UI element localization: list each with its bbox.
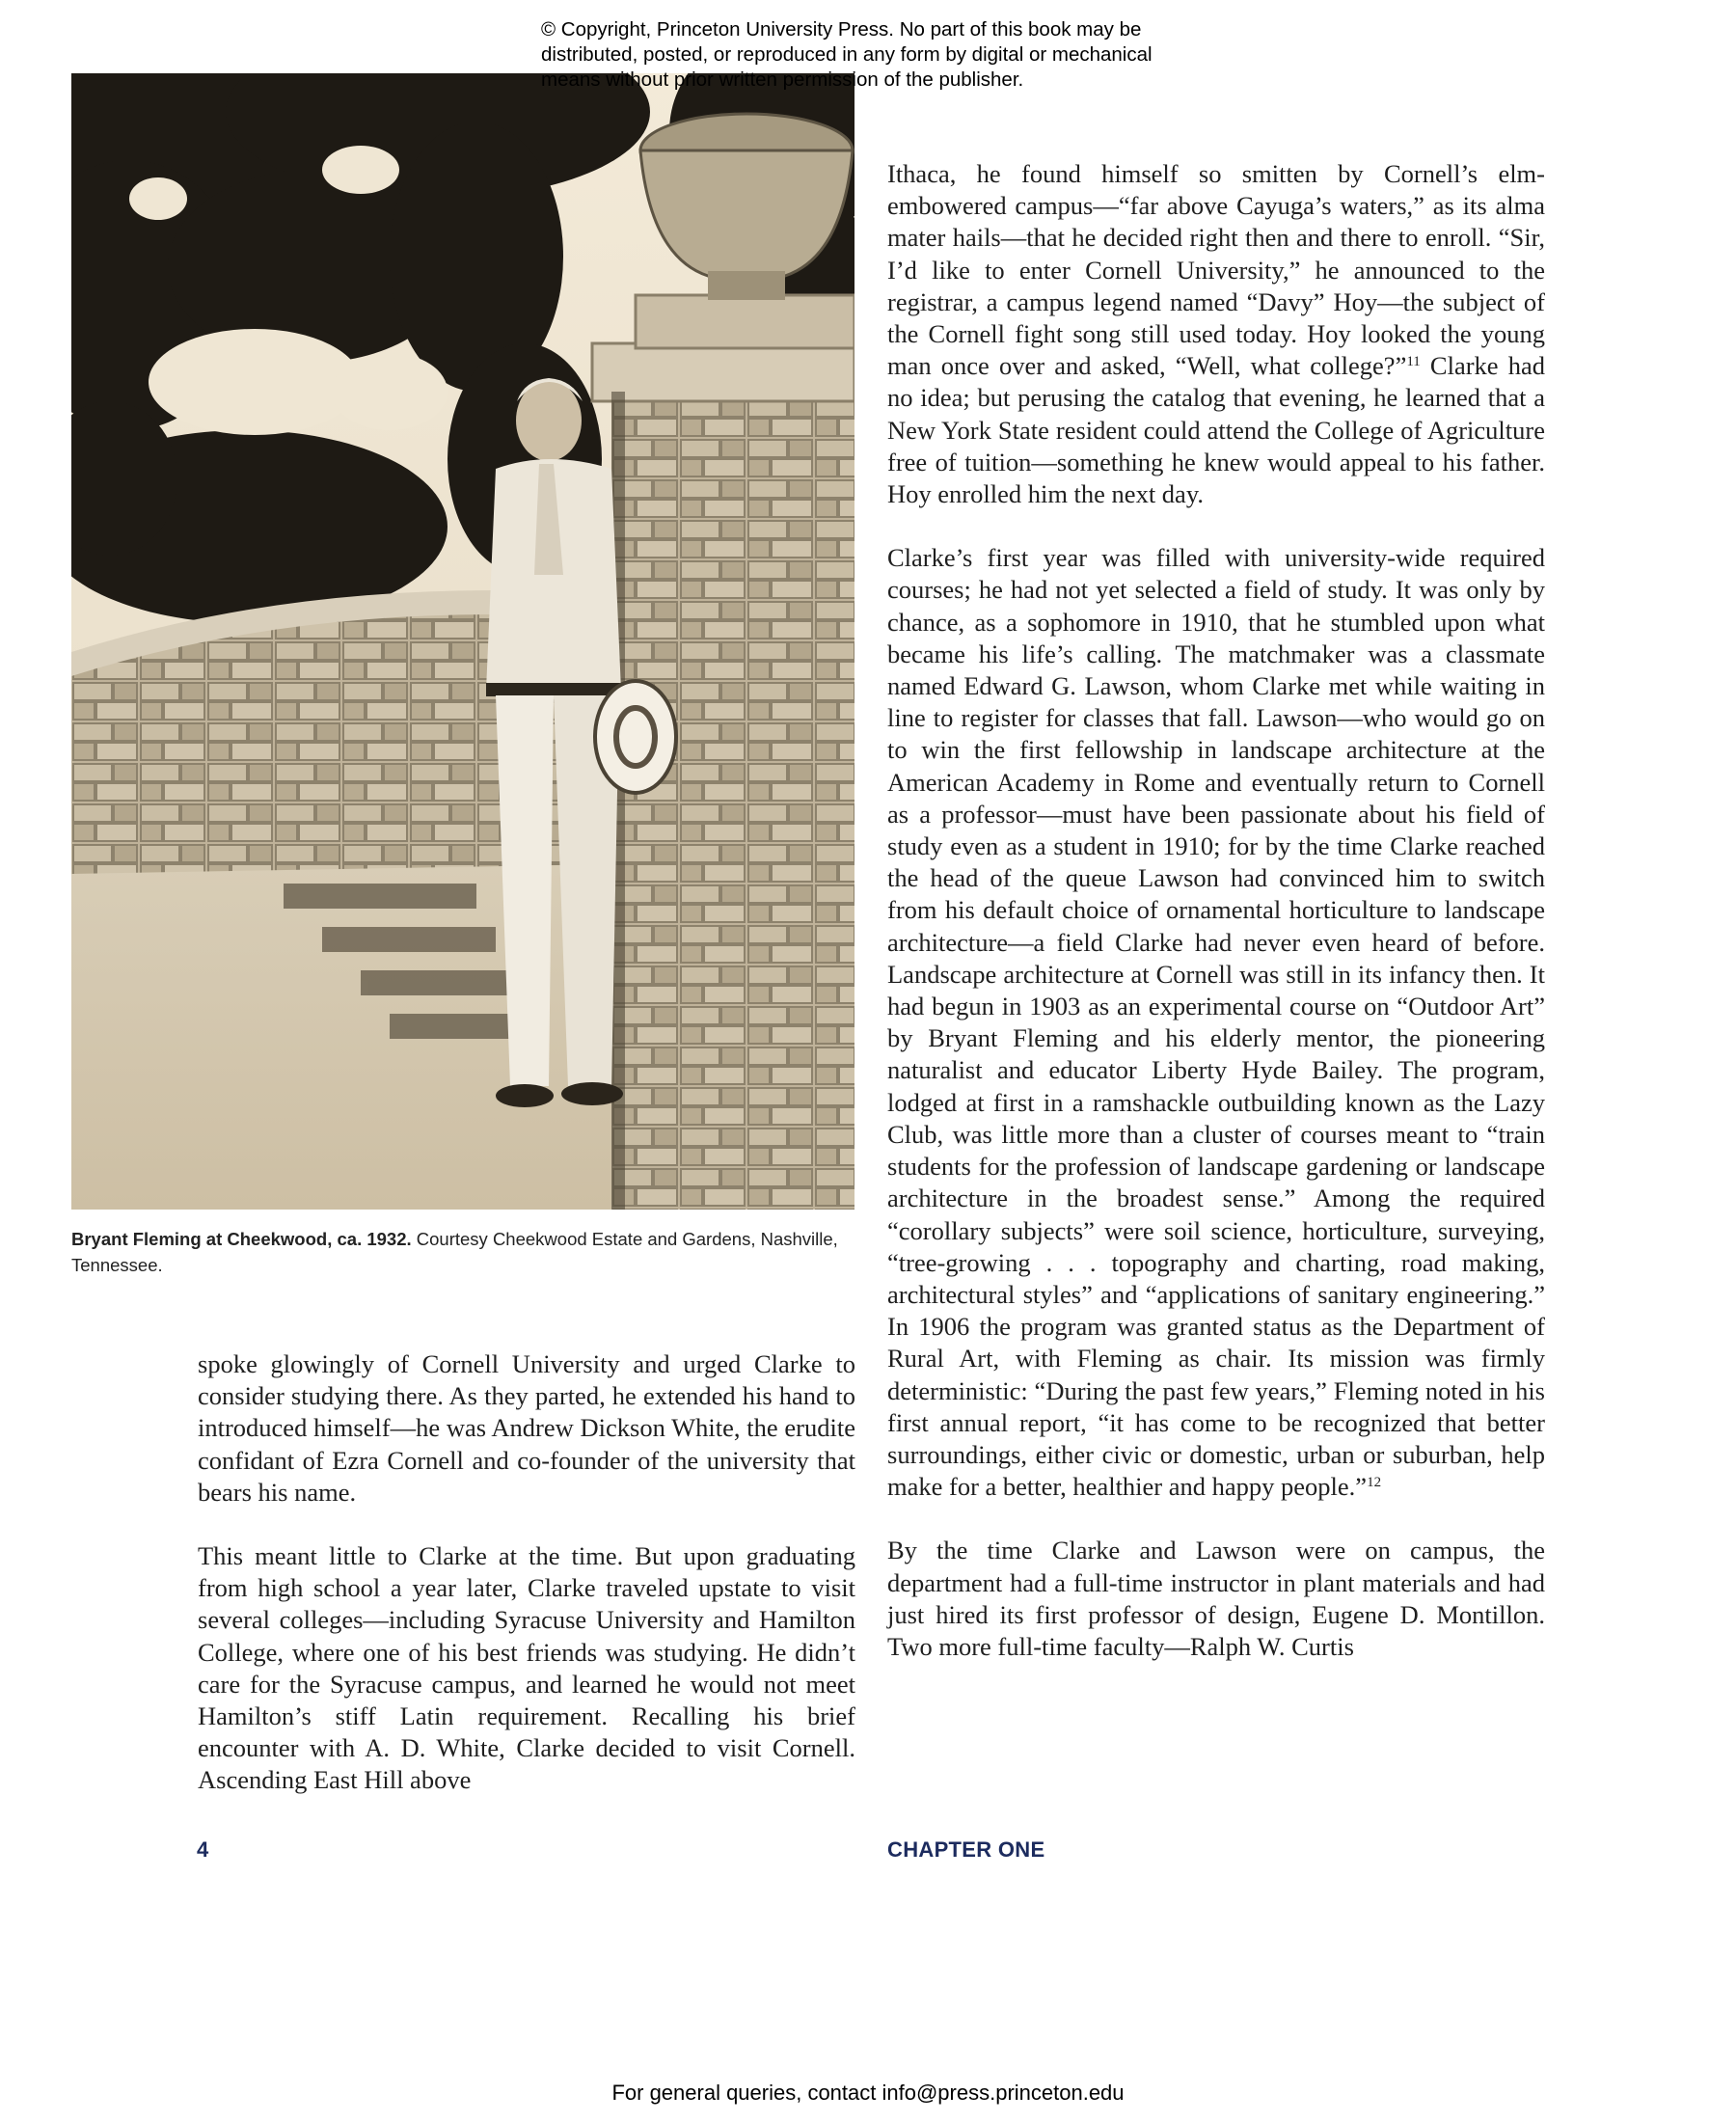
endnote-ref-11: 11: [1406, 354, 1421, 370]
copyright-line-3: means without prior written permission of the publisher.: [541, 68, 1024, 91]
historical-photograph: [71, 73, 854, 1210]
copyright-line-1: © Copyright, Princeton University Press. No part of this book may be: [541, 18, 1142, 41]
endnote-ref-12: 12: [1367, 1475, 1382, 1491]
paragraph-department: By the time Clarke and Lawson were on campus, the department had a full-time instructor in plant materials and had just hired its first professor of design, Eugene D. Montillon. Two more full-time faculty—Ralph W. Curtis: [887, 1536, 1545, 1661]
copyright-notice: [541, 17, 1235, 93]
caption-credit: Courtesy Cheekwood Estate and Gardens, Nashville, Tennessee.: [71, 1229, 838, 1275]
photo-illustration: [71, 73, 854, 1210]
paragraph-ithaca: [887, 158, 1545, 510]
footer-contact: For general queries, contact info@press.princeton.edu: [611, 2081, 1125, 2105]
caption-bold-title: Bryant Fleming at Cheekwood, ca. 1932.: [71, 1229, 412, 1249]
photo-caption: [71, 1226, 862, 1278]
page-number: 4: [197, 1837, 209, 1862]
paragraph-ithaca-part-1: Ithaca, he found himself so smitten by Cornell’s elm-embowered campus—“far above Cayuga’s waters,” as its alma mater hails—that he decided right then and there to enroll. “Sir, I’d like to enter Cornell University,” he announced to the registrar, a campus legend named “Davy” Hoy—the subject of the Cornell fight song still used today. Hoy looked the young man once over and asked, “Well, what college?”: [887, 159, 1545, 381]
paragraph-white: spoke glowingly of Cornell University and urged Clarke to consider studying there. As they parted, he extended his hand to introduced himself—he was Andrew Dickson White, the erudite confidant of Ezra Cornell and co-founder of the university that bears his name.: [198, 1349, 855, 1507]
paragraph-first-year-text: Clarke’s first year was filled with university-wide required courses; he had not yet selected a field of study. It was only by chance, as a sophomore in 1910, that he stumbled upon what became his life’s calling. The matchmaker was a classmate named Edward G. Lawson, whom Clarke met while waiting in line to register for classes that fall. Lawson—who would go on to win the first fellowship in landscape architecture at the American Academy in Rome and eventually return to Cornell as a professor—must have been passionate about his field of study even as a student in 1910; for by the time Clarke reached the head of the queue Lawson had convinced him to switch from his default choice of ornamental horticulture to landscape architecture—a field Clarke had never even heard of before. Landscape architecture at Cornell was still in its infancy then. It had begun in 1903 as an experimental course on “Outdoor Art” by Bryant Fleming and his elderly mentor, the pioneering naturalist and educator Liberty Hyde Bailey. The program, lodged at first in a ramshackle outbuilding known as the Lazy Club, was little more than a cluster of courses meant to “train students for the profession of landscape gardening or landscape architecture in the broadest sense.” Among the required “corollary subjects” were soil science, horticulture, surveying, “tree-growing . . . topography and charting, road making, architectural styles” and “applications of sanitary engineering.” In 1906 the program was granted status as the Department of Rural Art, with Fleming as chair. Its mission was firmly deterministic: “During the past few years,” Fleming noted in his first annual report, “it has come to be recognized that better surroundings, either civic or domestic, urban or suburban, help make for a better, healthier and happy people.”: [887, 543, 1545, 1502]
chapter-running-foot: CHAPTER ONE: [887, 1837, 1045, 1862]
paragraph-first-year: [887, 542, 1545, 1503]
left-text-column: [198, 1348, 855, 1797]
copyright-line-2: distributed, posted, or reproduced in any form by digital or mechanical: [541, 43, 1153, 66]
paragraph-colleges: This meant little to Clarke at the time. But upon graduating from high school a year later, Clarke traveled upstate to visit several colleges—including Syracuse University and Hamilton College, where one of his best friends was studying. He didn’t care for the Syracuse campus, and learned he would not meet Hamilton’s stiff Latin requirement. Recalling his brief encounter with A. D. White, Clarke decided to visit Cornell. Ascending East Hill above: [198, 1541, 855, 1795]
right-text-column: [887, 158, 1545, 1663]
paragraph-ithaca-part-2: Clarke had no idea; but perusing the catalog that evening, he learned that a New York State resident could attend the College of Agriculture free of tuition—something he knew would appeal to his father. Hoy enrolled him the next day.: [887, 351, 1545, 509]
